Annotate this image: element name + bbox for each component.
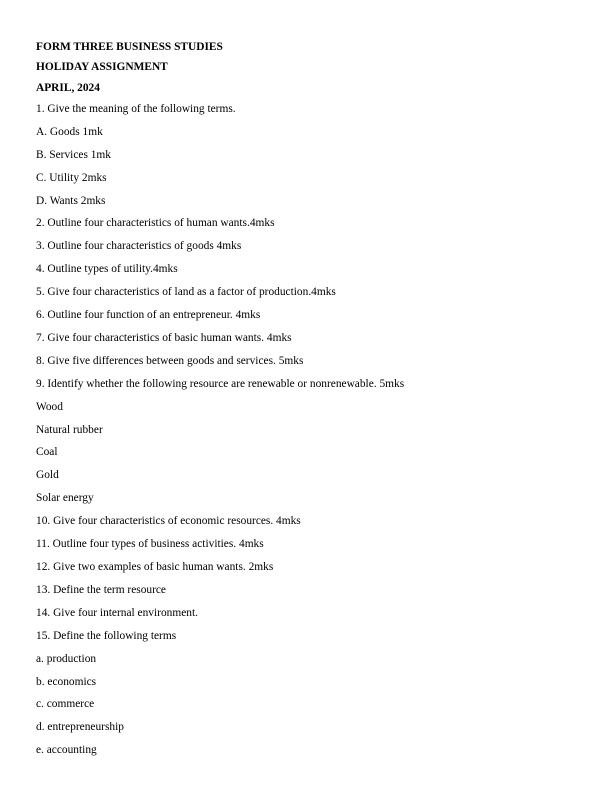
question-3: 3. Outline four characteristics of goods 4mks (36, 240, 242, 253)
document-title: FORM THREE BUSINESS STUDIES (36, 41, 223, 53)
question-13: 13. Define the term resource (36, 583, 166, 596)
question-15-item-a: a. production (36, 652, 97, 665)
question-4: 4. Outline types of utility.4mks (36, 263, 178, 276)
question-9-resource-coal: Coal (36, 446, 58, 459)
question-15-item-b: b. economics (36, 675, 97, 688)
question-15-item-e: e. accounting (36, 744, 97, 757)
question-1: 1. Give the meaning of the following terms. (36, 102, 236, 115)
question-11: 11. Outline four types of business activities. 4mks (36, 538, 264, 551)
question-5: 5. Give four characteristics of land as a factor of production.4mks (36, 286, 336, 299)
question-1-item-b: B. Services 1mk (36, 148, 111, 161)
question-14: 14. Give four internal environment. (36, 606, 198, 619)
question-10: 10. Give four characteristics of economic resources. 4mks (36, 515, 301, 528)
question-1-item-c: C. Utility 2mks (36, 171, 107, 184)
question-9: 9. Identify whether the following resource are renewable or nonrenewable. 5mks (36, 377, 405, 390)
document-subtitle: HOLIDAY ASSIGNMENT (36, 61, 168, 74)
question-9-resource-gold: Gold (36, 469, 59, 482)
document-content (36, 37, 596, 762)
question-2: 2. Outline four characteristics of human wants.4mks (36, 217, 275, 230)
question-7: 7. Give four characteristics of basic human wants. 4mks (36, 331, 292, 344)
document-date: APRIL, 2024 (36, 81, 100, 94)
question-15: 15. Define the following terms (36, 629, 177, 642)
question-15-item-c: c. commerce (36, 698, 95, 711)
question-12: 12. Give two examples of basic human wants. 2mks (36, 561, 274, 574)
question-8: 8. Give five differences between goods and services. 5mks (36, 354, 304, 367)
question-9-resource-natural-rubber: Natural rubber (36, 423, 103, 436)
question-9-resource-solar-energy: Solar energy (36, 492, 94, 505)
question-9-resource-wood: Wood (36, 400, 63, 413)
question-6: 6. Outline four function of an entrepreneur. 4mks (36, 309, 261, 322)
question-1-item-d: D. Wants 2mks (36, 194, 106, 207)
question-15-item-d: d. entrepreneurship (36, 721, 124, 734)
question-1-item-a: A. Goods 1mk (36, 125, 103, 138)
